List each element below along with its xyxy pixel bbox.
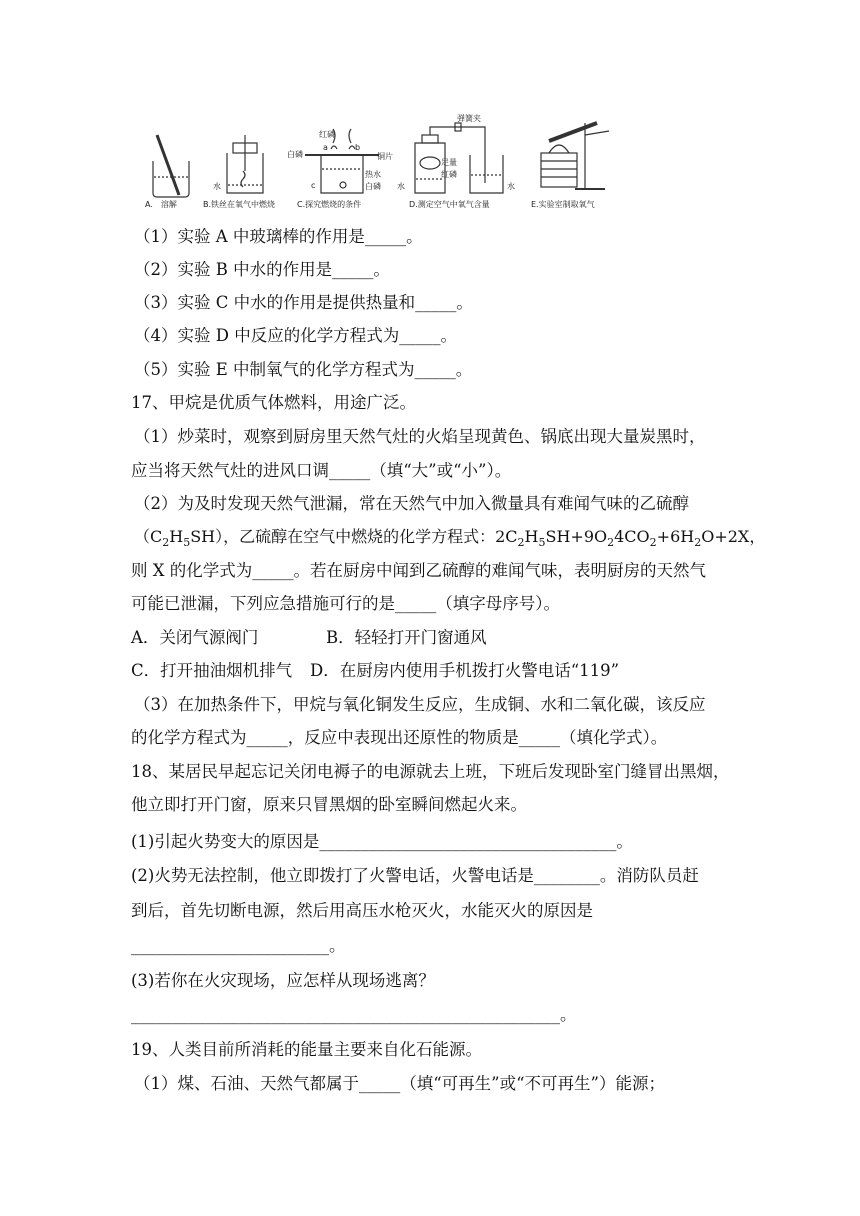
label-a: a (323, 143, 328, 152)
q16-item-3: （3）实验 C 中水的作用是提供热量和_____。 (134, 293, 473, 312)
q17-p1-line2: 应当将天然气灶的进风口调_____（填“大”或“小”）。 (131, 461, 512, 480)
q18-item-1: (1)引起火势变大的原因是____________________________________。 (131, 832, 633, 851)
label-b: b (355, 143, 361, 152)
label-white-phosphorus-left: 白磷 (287, 150, 303, 159)
q18-item-3-blank: ____________________________________________________。 (131, 1005, 577, 1024)
q19-title: 19、人类目前所消耗的能量主要来自化石能源。 (131, 1040, 482, 1059)
q16-item-5: （5）实验 E 中制氧气的化学方程式为_____。 (134, 360, 473, 379)
label-red-phosphorus-c: 红磷 (319, 130, 335, 139)
caption-d: D.测定空气中氧气含量 (409, 200, 490, 209)
q18-item-2-blank: ________________________。 (131, 936, 346, 955)
experiment-figures (145, 113, 615, 213)
q17-p2-line3: 则 X 的化学式为_____。若在厨房中闻到乙硫醇的难闻气味，表明厨房的天然气 (131, 561, 706, 580)
label-water-b: 水 (213, 182, 221, 191)
q18-item-3: (3)若你在火灾现场，应怎样从现场逃离？ (131, 971, 435, 990)
caption-c: C.探究燃烧的条件 (297, 200, 362, 209)
q18-item-2-line2: 到后，首先切断电源，然后用高压水枪灭火，水能灭火的原因是 (131, 901, 593, 920)
label-copper: 铜片 (377, 152, 393, 161)
label-water-d-right: 水 (507, 182, 515, 191)
q17-title: 17、甲烷是优质气体燃料，用途广泛。 (131, 393, 416, 412)
label-water-d-left: 水 (397, 182, 405, 191)
caption-b: B.铁丝在氧气中燃烧 (203, 200, 276, 209)
q17-option-d: D．在厨房内使用手机拨打火警电话“119” (310, 661, 620, 680)
q18-item-2-line1: (2)火势无法控制，他立即拨打了火警电话，火警电话是________。消防队员赶 (131, 866, 699, 885)
label-hot-water: 热水 (365, 170, 381, 179)
q17-p2-line4: 可能已泄漏，下列应急措施可行的是_____（填字母序号）。 (131, 594, 560, 613)
experiment-diagram (145, 113, 615, 213)
label-enough: 足量 (441, 158, 457, 167)
caption-e: E.实验室制取氧气 (531, 200, 595, 209)
q18-title-line2: 他立即打开门窗，原来只冒黑烟的卧室瞬间燃起火来。 (131, 795, 527, 814)
q17-option-c: C．打开抽油烟机排气 (131, 661, 293, 680)
q17-p3-line1: （3）在加热条件下，甲烷与氧化铜发生反应，生成铜、水和二氧化碳，该反应 (134, 695, 706, 714)
q17-option-b: B．轻轻打开门窗通风 (326, 628, 487, 647)
q16-item-4: （4）实验 D 中反应的化学方程式为_____。 (134, 326, 457, 345)
q16-item-1: （1）实验 A 中玻璃棒的作用是_____。 (134, 227, 423, 246)
label-white-phosphorus-bottom: 白磷 (365, 182, 381, 191)
caption-a: A. 溶解 (145, 200, 177, 209)
q16-item-2: （2）实验 B 中水的作用是_____。 (134, 260, 390, 279)
label-red-phosphorus-d: 红磷 (441, 170, 457, 179)
label-spring-clip: 弹簧夹 (457, 114, 481, 123)
q19-item-1: （1）煤、石油、天然气都属于_____（填“可再生”或“不可再生”）能源； (134, 1074, 665, 1093)
q18-title-line1: 18、某居民早起忘记关闭电褥子的电源就去上班，下班后发现卧室门缝冒出黑烟， (131, 762, 730, 781)
label-c: c (311, 181, 316, 190)
q17-p2-equation-line: $(C_2H_5SH)$，乙硫醇在空气中燃烧的化学方程式：$2C_2H_5SH+9O_24CO_2+6H_2O+2X$， (134, 527, 766, 550)
q17-p1-line1: （1）炒菜时，观察到厨房里天然气灶的火焰呈现黄色、锅底出现大量炭黑时， (134, 427, 706, 446)
q17-p3-line2: 的化学方程式为_____，反应中表现出还原性的物质是_____（填化学式）。 (131, 728, 668, 747)
q17-p2-line1: （2）为及时发现天然气泄漏，常在天然气中加入微量具有难闻气味的乙硫醇 (134, 494, 689, 513)
q17-option-a: A．关闭气源阀门 (131, 628, 259, 647)
